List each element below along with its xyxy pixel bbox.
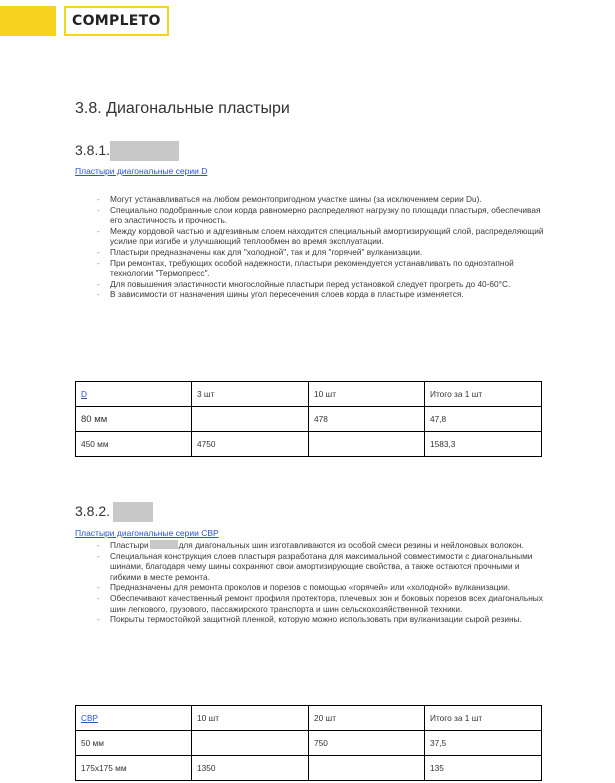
table-cell [309,756,425,781]
list-item: - Пластыри предназначены как для "холодной", так и для "горячей" вулканизации. [97,247,549,258]
subsection-number: 3.8.1. [75,142,111,158]
table-cell: 450 мм [76,432,192,457]
table-cell: 80 мм [76,407,192,432]
subsection-number: 3.8.2. [75,503,111,519]
table-cell: 1583,3 [425,432,542,457]
section-title: 3.8. Диагональные пластыри [75,100,290,117]
redacted-name [150,540,178,549]
brand-logo: COMPLETO [64,6,169,36]
series-d-link[interactable]: Пластыри диагональные серии D [75,166,208,176]
redacted-name [110,141,179,161]
list-item: - Предназначены для ремонта проколов и порезов с помощью «горячей» или «холодной» вулканизации. [97,582,549,593]
table-cell: 1350 [192,756,309,781]
table-row [76,432,542,457]
list-item: - Покрыты термостойкой защитной пленкой, которую можно использовать при вулканизации сырой резины. [97,614,549,625]
table-cell: 175х175 мм [76,756,192,781]
table-cell: 478 [309,407,425,432]
list-item: - Специально подобранные слои корда равномерно распределяют нагрузку по площади пластыря, обеспечивая его эластичность и прочность. [97,205,549,226]
subsection-heading-2 [75,501,153,522]
subsection-heading-1 [75,140,179,161]
series-cbp-link[interactable]: Пластыри диагональные серии CBP [75,528,219,538]
table-header-cell: 10 шт [309,382,425,407]
list-item: - Специальная конструкция слоев пластыря разработана для максимальной совместимости с диагональными шинами, благодаря чему шины сохраняют свои амортизирующие свойства, а также остаются прочными и гибкими в месте ремонта. [97,551,549,583]
list-item: - В зависимости от назначения шины угол пересечения слоев корда в пластыре изменяется. [97,289,549,300]
table-header-cell: Итого за 1 шт [425,706,542,731]
list-item: - Между кордовой частью и адгезивным слоем находится специальный амортизирующий слой, распределяющий усилие при изгибе и улучшающий теплообмен во время эксплуатации. [97,226,549,247]
brand-color-bar [0,6,56,36]
redacted-name [113,502,153,522]
table-cell: 4750 [192,432,309,457]
table-cell: 135 [425,756,542,781]
series-cbp-price-table [75,705,542,781]
table-row [76,731,542,756]
series-d-price-table [75,381,542,457]
table-cell [192,407,309,432]
table-header-row [76,382,542,407]
table-header-cell: 10 шт [192,706,309,731]
table-header-cell: Итого за 1 шт [425,382,542,407]
table-cell: 750 [309,731,425,756]
table-cell [309,432,425,457]
table-header-row [76,706,542,731]
table-cell [192,731,309,756]
table-cell: 50 мм [76,731,192,756]
list-item: - При ремонтах, требующих особой надежности, пластыри рекомендуется устанавливать по одноэтапной технологии "Термопресс". [97,258,549,279]
list-item: - Пластыри для диагональных шин изготавливаются из особой смеси резины и нейлоновых волокон. [97,540,549,551]
table-row [76,756,542,781]
table-header-cell-link[interactable]: D [81,389,87,399]
table-header-cell-link[interactable]: CBP [81,713,99,723]
list-item: - Могут устанавливаться на любом ремонтопригодном участке шины (за исключением серии Du). [97,194,549,205]
list-item: - Для повышения эластичности многослойные пластыри перед установкой следует прогреть до 40-60°С. [97,279,549,290]
table-header-cell: 20 шт [309,706,425,731]
series-d-features [97,194,549,300]
table-cell: 47,8 [425,407,542,432]
table-cell: 37,5 [425,731,542,756]
list-item: - Обеспечивают качественный ремонт профиля протектора, плечевых зон и боковых порезов всех диагональных шин легкового, грузового, пассажирского транспорта и шин сельскохозяйственной техники. [97,593,549,614]
series-cbp-features [97,540,549,625]
table-row [76,407,542,432]
table-header-cell: 3 шт [192,382,309,407]
